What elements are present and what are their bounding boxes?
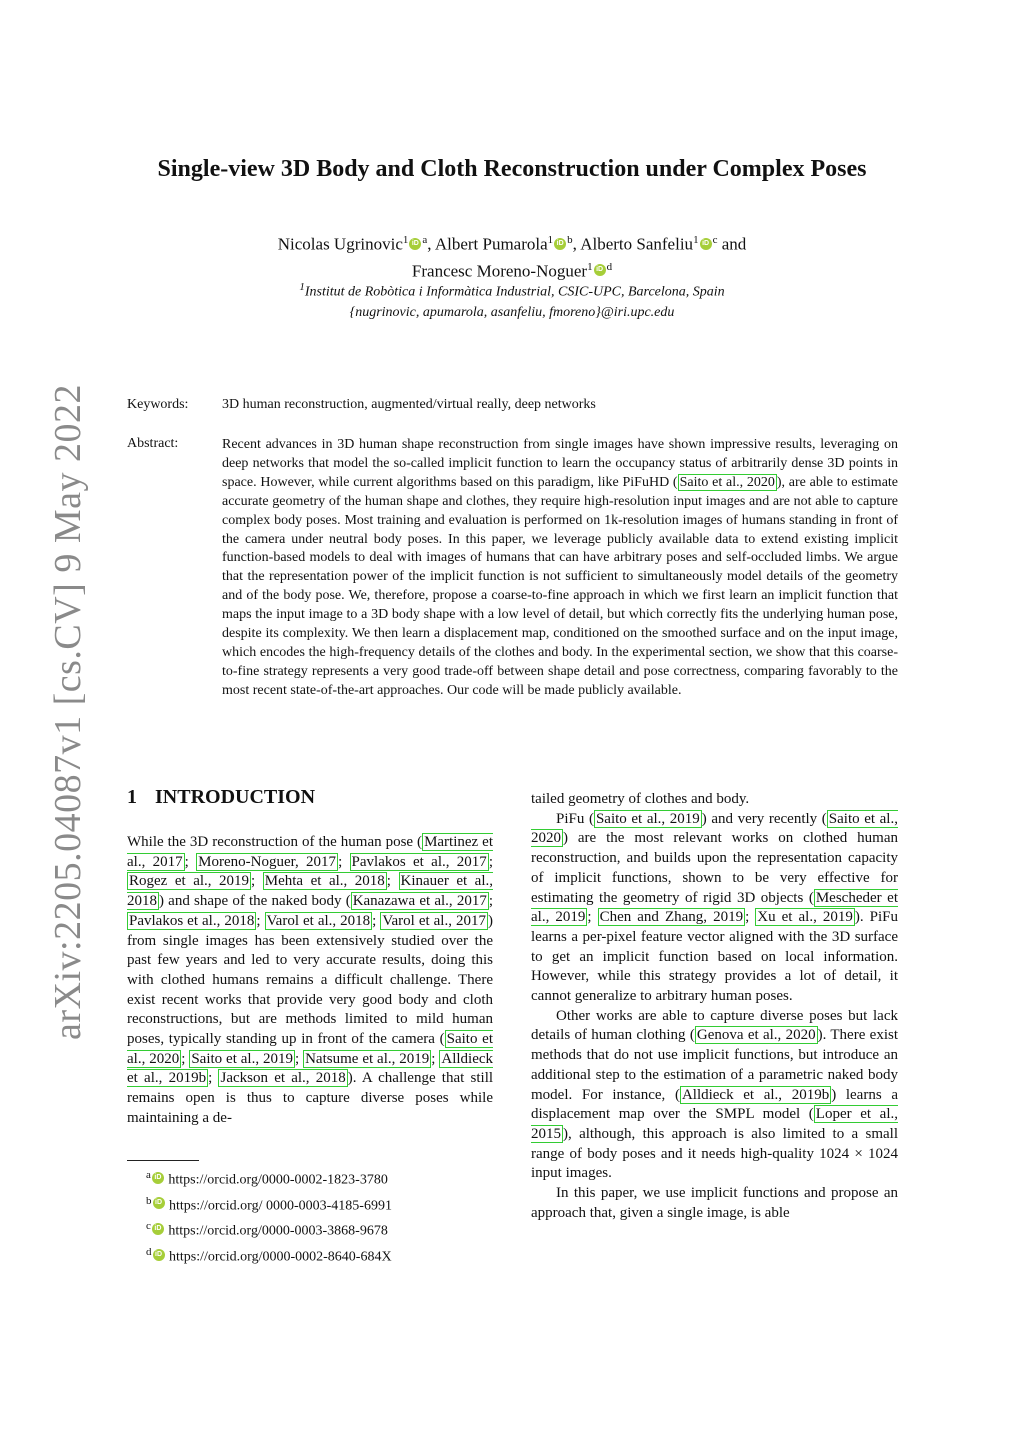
orcid-icon[interactable]: iD	[700, 238, 712, 250]
author-name: Alberto Sanfeliu	[580, 234, 694, 254]
section-heading: 1 INTRODUCTION	[127, 786, 316, 808]
citation-link[interactable]: Kanazawa et al., 2017	[352, 893, 487, 910]
intro-left-column: While the 3D reconstruction of the human pose ( Martinez et al., 2017 ; Moreno-Noguer, 2017 ; Pavlakos et al., 2017 ; Rogez et al., 2019 ; Mehta et al., 2018 ; Kinauer et al., 2018 ) and shape of the naked body ( Kanazawa et al., 2017 ; Pavlakos et al., 2018 ; Varol et al., 2018 ; Varol et al., 2017 ) from single images has been extensively studied over the past few years and led to very accurate results, doing this with clothed humans remains a difficult challenge. There exist recent works that provide very good body and cloth reconstructions, but are methods limited to mild human poses, typically standing up in front of the camera ( Saito et al., 2020 ; Saito et al., 2019 ; Natsume et al., 2019 ; Alldieck et al., 2019b ; Jackson et al., 2018 ). A challenge that still remains open is thus to capture diverse poses while maintaining a de-	[127, 834, 494, 1126]
affiliation: Institut de Robòtica i Informàtica Industrial, CSIC-UPC, Barcelona, Spain	[304, 284, 725, 300]
citation-link[interactable]: Mescheder et al., 2019	[531, 889, 898, 926]
citation-link[interactable]: Moreno-Noguer, 2017	[198, 853, 337, 870]
footnote-divider	[127, 1160, 199, 1161]
keywords-label: Keywords:	[127, 397, 189, 412]
orcid-icon: iD	[153, 1197, 165, 1209]
arxiv-stamp: arXiv:2205.04087v1 [cs.CV] 9 May 2022	[47, 384, 89, 1040]
orcid-url[interactable]: https://orcid.org/0000-0003-3868-9678	[168, 1223, 388, 1239]
citation-link[interactable]: Pavlakos et al., 2017	[351, 853, 487, 870]
orcid-url[interactable]: https://orcid.org/ 0000-0003-4185-6991	[169, 1198, 392, 1214]
abstract-text: Recent advances in 3D human shape reconstruction from single images have shown impressive results, leveraging on deep networks that model the so-called implicit function to learn the occupancy status of arbitrarily dense 3D points in space. However, while current algorithms based on this paradigm, like PiFuHD ( Saito et al., 2020 ), are able to estimate accurate geometry of the human shape and clothes, they require high-resolution input images and are not able to capture complex body poses. Most training and evaluation is performed on 1k-resolution images of humans standing in front of the camera under neutral body poses. In this paper, we leverage publicly available data to extend existing implicit function-based models to deal with images of humans that can have arbitrary poses and self-occluded limbs. We argue that the representation power of the implicit function is not sufficient to simultaneously model details of the geometry and of the body pose. We, therefore, propose a coarse-to-fine approach in which we first learn an implicit function that maps the input image to a 3D body shape with a low level of detail, but which correctly fits the underlying human pose, despite its complexity. We then learn a displacement map, conditioned on the smoothed surface and on the input image, which encodes the high-frequency details of the clothes and body. In the experimental section, we show that this coarse-to-fine strategy represents a very good trade-off between shape detail and pose correctness, comparing favorably to the most recent state-of-the-art approaches. Our code will be made publicly available.	[222, 437, 899, 698]
citation-link[interactable]: Kinauer et al., 2018	[127, 873, 494, 910]
footnote-item: $^a$ iD https://orcid.org/0000-0002-1823-3780	[146, 1169, 388, 1188]
citation-link[interactable]: Mehta et al., 2018	[264, 873, 385, 890]
citation-link[interactable]: Saito et al., 2020	[679, 474, 775, 490]
paragraph: tailed geometry of clothes and body.	[531, 791, 750, 807]
affiliation-block: $^1$Institut de Robòtica i Informàtica Industrial, CSIC-UPC, Barcelona, Spain {nugrinovic, apumarola, asanfeliu, fmoreno}@iri.upc.edu	[0, 277, 1024, 323]
citation-link[interactable]: Varol et al., 2018	[266, 912, 371, 929]
keywords: 3D human reconstruction, augmented/virtual really, deep networks	[222, 397, 596, 412]
abstract-label: Abstract:	[127, 436, 179, 451]
footnote-item: $^c$ iD https://orcid.org/0000-0003-3868-9678	[146, 1220, 388, 1239]
footnote-item: $^b$ iD https://orcid.org/ 0000-0003-4185-6991	[146, 1194, 392, 1214]
footnotes	[146, 1165, 392, 1268]
orcid-icon[interactable]: iD	[409, 238, 421, 250]
footnote-item: $^d$ iD https://orcid.org/0000-0002-8640-684X	[146, 1245, 392, 1265]
orcid-url[interactable]: https://orcid.org/0000-0002-8640-684X	[169, 1249, 392, 1265]
paragraph: In this paper, we use implicit functions and propose an approach that, given a single image, is able	[531, 1185, 898, 1221]
orcid-icon: iD	[153, 1249, 165, 1261]
orcid-icon: iD	[152, 1223, 164, 1235]
citation-link[interactable]: Saito et al., 2020	[531, 810, 898, 847]
citation-link[interactable]: Rogez et al., 2019	[129, 873, 250, 890]
citation-link[interactable]: Martinez et al., 2017	[127, 834, 494, 870]
citation-link[interactable]: Saito et al., 2019	[191, 1050, 294, 1067]
citation-link[interactable]: Pavlakos et al., 2018	[129, 912, 255, 929]
citation-link[interactable]: Alldieck et al., 2019b	[127, 1050, 494, 1087]
orcid-icon[interactable]: iD	[554, 238, 566, 250]
citation-link[interactable]: Varol et al., 2017	[382, 912, 486, 929]
citation-link[interactable]: Loper et al., 2015	[531, 1106, 899, 1142]
citation-link[interactable]: Alldieck et al., 2019b	[681, 1086, 830, 1103]
author-list: Nicolas Ugrinovic$^1$ iD $^a$, Albert Pumarola$^1$ iD $^b$, Alberto Sanfeliu$^1$ iD $^c$ and Francesc Moreno-Noguer$^1$ iD $^d$	[277, 234, 747, 281]
orcid-url[interactable]: https://orcid.org/0000-0002-1823-3780	[168, 1172, 388, 1188]
paper-title: Single-view 3D Body and Cloth Reconstruction under Complex Poses	[157, 156, 867, 182]
citation-link[interactable]: Natsume et al., 2019	[305, 1050, 430, 1067]
author-name: Albert Pumarola	[434, 234, 548, 254]
orcid-icon: iD	[152, 1172, 164, 1184]
citation-link[interactable]: Saito et al., 2019	[595, 810, 700, 827]
paragraph: Other works are able to capture diverse poses but lack details of human clothing ( Genova et al., 2020 ). There exist methods that do not use implicit functions, but introduce an additional step to the estimation of a parametric naked body model. For instance, ( Alldieck et al., 2019b ) learns a displacement map over the SMPL model ( Loper et al., 2015 ), although, this approach is also limited to a small range of body poses and it needs high-quality 1024 × 1024 input images.	[531, 1007, 899, 1182]
intro-right-column	[531, 790, 898, 1223]
paragraph: PiFu ( Saito et al., 2019 ) and very recently ( Saito et al., 2020 ) are the most relevant works on clothed human reconstruction, and builds upon the representation capacity of implicit functions, shown to be very effective for estimating the geometry of rigid 3D objects ( Mescheder et al., 2019 ; Chen and Zhang, 2019 ; Xu et al., 2019 ). PiFu learns a per-pixel feature vector aligned with the 3D surface to get an implicit function based on local information. However, while this strategy provides a lot of detail, it cannot generalize to arbitrary human poses.	[531, 810, 899, 1005]
author-name: Francesc Moreno-Noguer	[411, 261, 588, 281]
citation-link[interactable]: Xu et al., 2019	[757, 909, 853, 926]
citation-link[interactable]: Saito et al., 2020	[127, 1031, 493, 1067]
citation-link[interactable]: Jackson et al., 2018	[220, 1070, 346, 1087]
author-name: Nicolas Ugrinovic	[277, 234, 403, 254]
citation-link[interactable]: Genova et al., 2020	[696, 1027, 816, 1044]
author-emails: {nugrinovic, apumarola, asanfeliu, fmoreno}@iri.upc.edu	[349, 304, 675, 320]
orcid-icon[interactable]: iD	[594, 264, 606, 276]
citation-link[interactable]: Chen and Zhang, 2019	[599, 909, 744, 926]
